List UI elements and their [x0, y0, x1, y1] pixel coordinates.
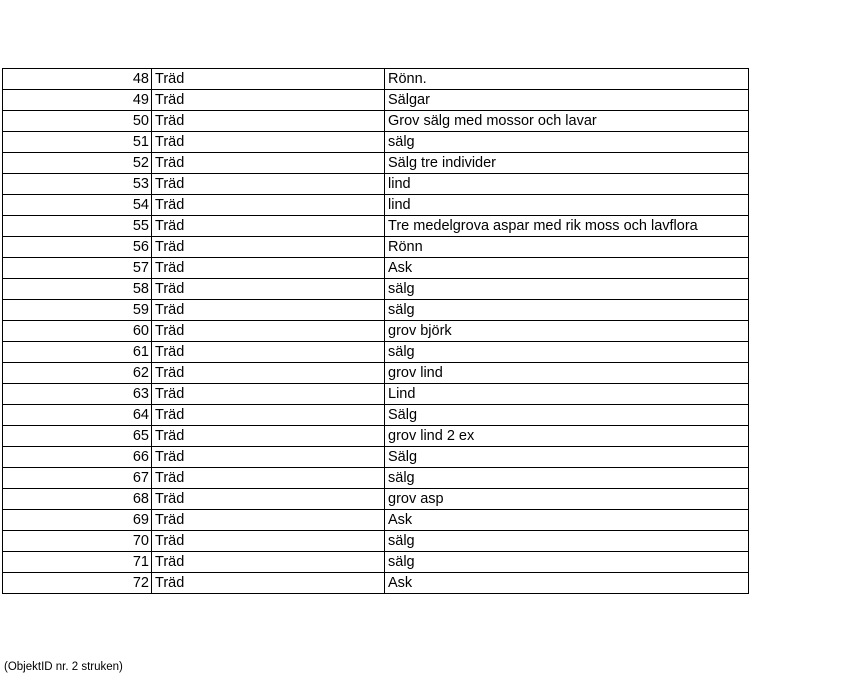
object-type-cell: Träd [152, 384, 385, 405]
object-description-cell: grov asp [385, 489, 749, 510]
object-type-cell: Träd [152, 90, 385, 111]
object-description-cell: grov lind 2 ex [385, 426, 749, 447]
object-id-cell: 50 [3, 111, 152, 132]
table-row [3, 468, 749, 489]
object-description-cell: Sälgar [385, 90, 749, 111]
object-description-cell: grov björk [385, 321, 749, 342]
table-row [3, 426, 749, 447]
object-type-cell: Träd [152, 363, 385, 384]
table-row [3, 279, 749, 300]
object-type-cell: Träd [152, 216, 385, 237]
object-description-cell: Sälg [385, 447, 749, 468]
object-id-cell: 51 [3, 132, 152, 153]
object-type-cell: Träd [152, 237, 385, 258]
object-id-cell: 65 [3, 426, 152, 447]
object-id-cell: 67 [3, 468, 152, 489]
table-row [3, 531, 749, 552]
object-type-cell: Träd [152, 69, 385, 90]
object-description-cell: Ask [385, 573, 749, 594]
object-type-cell: Träd [152, 195, 385, 216]
table-row [3, 405, 749, 426]
object-type-cell: Träd [152, 447, 385, 468]
table-row [3, 489, 749, 510]
object-description-cell: sälg [385, 531, 749, 552]
object-id-cell: 68 [3, 489, 152, 510]
object-description-cell: sälg [385, 342, 749, 363]
table-row [3, 174, 749, 195]
object-description-cell: Sälg tre individer [385, 153, 749, 174]
object-id-cell: 69 [3, 510, 152, 531]
object-description-cell: Lind [385, 384, 749, 405]
object-id-cell: 72 [3, 573, 152, 594]
object-type-cell: Träd [152, 300, 385, 321]
object-id-cell: 48 [3, 69, 152, 90]
object-description-cell: lind [385, 195, 749, 216]
object-description-cell: sälg [385, 468, 749, 489]
table-row [3, 195, 749, 216]
object-id-cell: 58 [3, 279, 152, 300]
object-type-cell: Träd [152, 132, 385, 153]
table-row [3, 153, 749, 174]
object-id-cell: 62 [3, 363, 152, 384]
object-type-cell: Träd [152, 321, 385, 342]
object-description-cell: Rönn [385, 237, 749, 258]
object-description-cell: lind [385, 174, 749, 195]
object-description-cell: sälg [385, 279, 749, 300]
object-type-cell: Träd [152, 468, 385, 489]
object-id-cell: 70 [3, 531, 152, 552]
object-type-cell: Träd [152, 153, 385, 174]
object-id-cell: 61 [3, 342, 152, 363]
table-row [3, 132, 749, 153]
table-row [3, 111, 749, 132]
table-row [3, 216, 749, 237]
object-description-cell: grov lind [385, 363, 749, 384]
object-description-cell: sälg [385, 132, 749, 153]
object-type-cell: Träd [152, 510, 385, 531]
object-type-cell: Träd [152, 489, 385, 510]
object-table-body [3, 69, 749, 594]
table-row [3, 258, 749, 279]
object-table [2, 68, 749, 594]
table-row [3, 90, 749, 111]
table-row [3, 363, 749, 384]
object-type-cell: Träd [152, 426, 385, 447]
object-description-cell: sälg [385, 552, 749, 573]
object-description-cell: Ask [385, 258, 749, 279]
object-id-cell: 53 [3, 174, 152, 195]
object-description-cell: Sälg [385, 405, 749, 426]
object-id-cell: 57 [3, 258, 152, 279]
object-id-cell: 59 [3, 300, 152, 321]
table-row [3, 300, 749, 321]
object-id-cell: 63 [3, 384, 152, 405]
object-id-cell: 66 [3, 447, 152, 468]
object-id-cell: 52 [3, 153, 152, 174]
table-row [3, 510, 749, 531]
table-row [3, 321, 749, 342]
table-row [3, 552, 749, 573]
object-id-cell: 54 [3, 195, 152, 216]
table-row [3, 573, 749, 594]
object-type-cell: Träd [152, 258, 385, 279]
table-row [3, 237, 749, 258]
object-type-cell: Träd [152, 552, 385, 573]
object-id-cell: 64 [3, 405, 152, 426]
object-description-cell: Rönn. [385, 69, 749, 90]
table-row [3, 384, 749, 405]
object-id-cell: 49 [3, 90, 152, 111]
table-row [3, 342, 749, 363]
object-description-cell: Ask [385, 510, 749, 531]
object-type-cell: Träd [152, 573, 385, 594]
object-type-cell: Träd [152, 405, 385, 426]
object-type-cell: Träd [152, 174, 385, 195]
object-id-cell: 55 [3, 216, 152, 237]
object-id-cell: 56 [3, 237, 152, 258]
object-id-cell: 60 [3, 321, 152, 342]
object-type-cell: Träd [152, 111, 385, 132]
table-row [3, 69, 749, 90]
footnote: (ObjektID nr. 2 struken) [4, 661, 123, 673]
object-id-cell: 71 [3, 552, 152, 573]
object-type-cell: Träd [152, 342, 385, 363]
object-type-cell: Träd [152, 531, 385, 552]
object-description-cell: Tre medelgrova aspar med rik moss och lavflora [385, 216, 749, 237]
object-type-cell: Träd [152, 279, 385, 300]
object-description-cell: Grov sälg med mossor och lavar [385, 111, 749, 132]
table-row [3, 447, 749, 468]
object-description-cell: sälg [385, 300, 749, 321]
